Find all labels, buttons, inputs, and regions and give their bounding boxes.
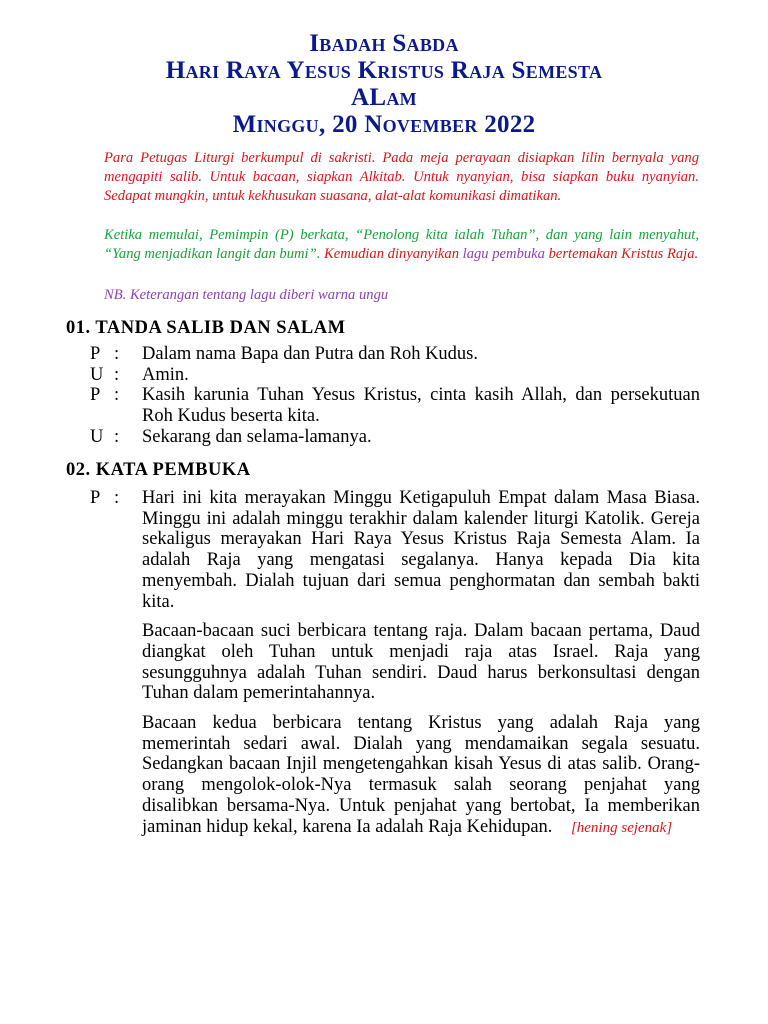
title-line-3: ALam [351,84,417,111]
paragraph-3-text: Bacaan kedua berbicara tentang Kristus yang adalah Raja yang memerintah sedari awal. Dialah yang mendamaikan segala sesuatu. Sedangkan bacaan Injil mengetengahkan kisah Yesus di atas salib. Orang-orang mengolok-olok-Nya termasuk salah seorang penjahat yang disalibkan bersama-Nya. Untuk penjahat yang bertobat, Ia memberikan jaminan hidup kekal, karena Ia adalah Raja Kehidupan. [142,713,700,837]
rubric-opening [104,226,699,264]
dialog-line: P : Kasih karunia Tuhan Yesus Kristus, cinta kasih Allah, dan persekutuan Roh Kudus beserta kita. [90,385,700,427]
paragraph-2: Bacaan-bacaan suci berbicara tentang raja. Dalam bacaan pertama, Daud diangkat oleh Tuhan untuk menjadi raja atas Israel. Raja yang sesungguhnya adalah Tuhan sendiri. Daud harus berkonsultasi dengan Tuhan dalam pemerintahannya. [142,621,700,704]
dialog-text: Sekarang dan selama-lamanya. [142,426,372,447]
dialog-line: P : Hari ini kita merayakan Minggu Ketigapuluh Empat dalam Masa Biasa. Minggu ini adalah minggu terakhir dalam kalender liturgi Katolik. Gereja sekaligus merayakan Hari Raya Yesus Kristus Raja Semesta Alam. Ia adalah Raja yang mengatasi segalanya. Hanya kepada Dia kita menyembah. Dialah tujuan dari semua penghormatan dan sembah bakti kita. [90,488,700,612]
rubric-intro: Para Petugas Liturgi berkumpul di sakristi. Pada meja perayaan disiapkan lilin bernyala yang mengapiti salib. Untuk bacaan, siapkan Alkitab. Untuk nyanyian, bisa siapkan buku nyanyian. Sedapat mungkin, untuk kekhusukan suasana, alat-alat komunikasi dimatikan. [104,150,699,204]
speaker-label: P [90,344,101,364]
nb-label: NB. [104,287,127,303]
section-heading-1: 01. TANDA SALIB DAN SALAM [66,318,346,338]
rubric-opening-red-2: bertemakan Kristus Raja. [548,246,699,262]
title-line-2: Hari Raya Yesus Kristus Raja Semesta [165,57,603,84]
dialog-line: U : Amin. [90,365,700,386]
dialog-section-1 [90,344,700,448]
pause-instruction: [hening sejenak] [570,819,673,836]
dialog-section-2 [90,488,700,847]
dialog-text: Dalam nama Bapa dan Putra dan Roh Kudus. [142,344,479,364]
title-line-1: Ibadah Sabda [309,30,459,57]
rubric-opening-red-1: Kemudian dinyanyikan [324,246,459,262]
dialog-text: Kasih karunia Tuhan Yesus Kristus, cinta kasih Allah, dan persekutuan Roh Kudus beserta kita. [142,385,700,427]
speaker-label: U [90,364,104,385]
section-heading-2: 02. KATA PEMBUKA [66,460,251,480]
rubric-song-label: lagu pembuka [462,246,545,262]
dialog-line: P : Dalam nama Bapa dan Putra dan Roh Kudus. [90,344,700,365]
dialog-line: U : Sekarang dan selama-lamanya. [90,427,700,448]
rubric-opening-green: Ketika memulai, Pemimpin (P) berkata, “Penolong kita ialah Tuhan”, dan yang lain menyahut, “Yang menjadikan langit dan bumi”. [104,227,699,262]
nb-text: Keterangan tentang lagu diberi warna ungu [129,287,389,303]
title-line-4: Minggu, 20 November 2022 [232,111,536,138]
speaker-label: U [90,426,104,447]
page-title [60,30,708,138]
speaker-label: P [90,385,101,406]
dialog-text: Amin. [142,364,189,385]
speaker-label: P [90,488,101,508]
paragraph-1: Hari ini kita merayakan Minggu Ketigapuluh Empat dalam Masa Biasa. Minggu ini adalah minggu terakhir dalam kalender liturgi Katolik. Gereja sekaligus merayakan Hari Raya Yesus Kristus Raja Semesta Alam. Ia adalah Raja yang mengatasi segalanya. Hanya kepada Dia kita menyembah. Dialah tujuan dari semua penghormatan dan sembah bakti kita. [142,488,700,612]
paragraph-3 [142,713,700,838]
rubric-nb [104,286,699,305]
